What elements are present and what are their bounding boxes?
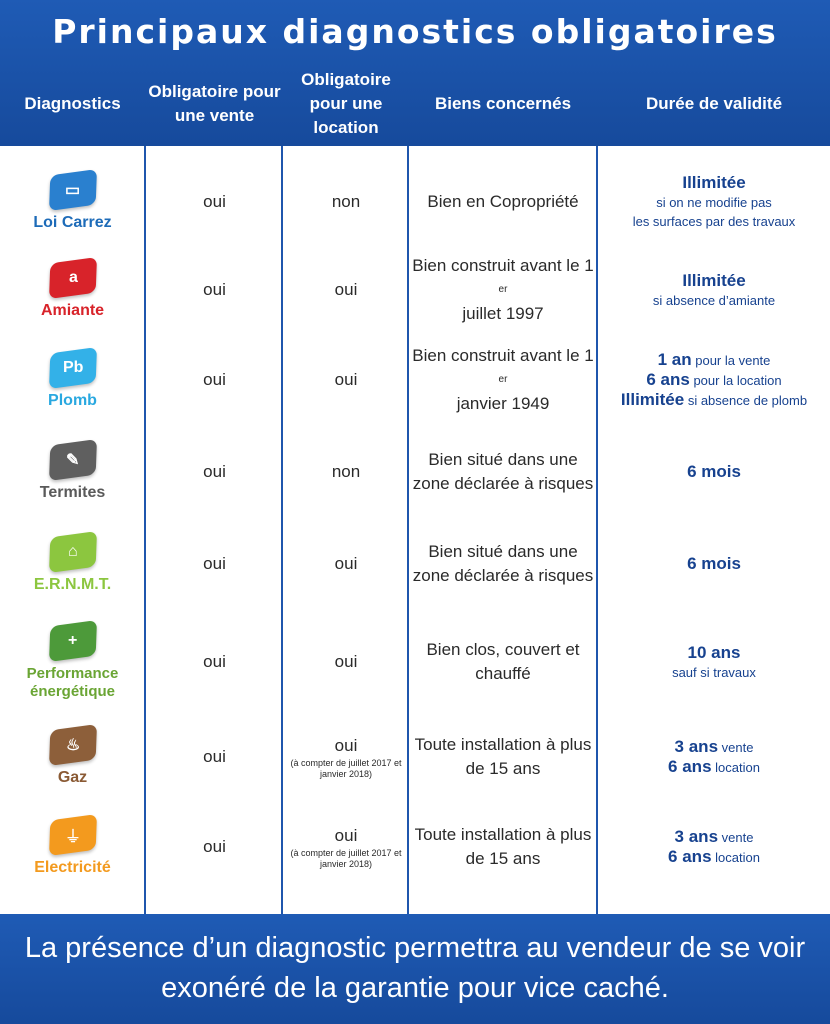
biens-value: Toute installation à plus de 15 ans [414, 825, 592, 868]
header-diagnostics: Diagnostics [24, 94, 121, 113]
vente-value: oui [203, 192, 226, 211]
duree-line [688, 643, 741, 663]
duree-text: pour la vente [691, 353, 771, 368]
duree-line [682, 173, 745, 193]
termite-icon: ✎ [49, 439, 97, 481]
location-cell [284, 714, 408, 800]
duree-line [682, 271, 745, 291]
vente-value: oui [203, 280, 226, 299]
duree-line [687, 554, 741, 574]
location-value: oui [334, 652, 358, 671]
location-value: non [331, 462, 361, 481]
duree-bold: Illimitée [682, 173, 746, 192]
vente-value: oui [203, 652, 226, 671]
location-cell [284, 800, 408, 894]
location-value: oui [334, 554, 358, 573]
duree-text: si absence de plomb [684, 393, 808, 408]
duree-cell [598, 714, 830, 800]
duree-cell [598, 800, 830, 894]
duree-cell [598, 426, 830, 518]
diagnostic-name: Performance énergétique [26, 665, 119, 700]
duree-line [668, 757, 760, 777]
location-cell [284, 158, 408, 246]
table-row [0, 610, 830, 714]
diagnostic-cell [0, 518, 145, 610]
location-value: oui [334, 370, 358, 389]
diagnostic-name: E.R.N.M.T. [33, 576, 112, 593]
diagnostic-cell [0, 246, 145, 334]
duree-bold: 3 ans [674, 827, 719, 846]
duree-bold: 6 ans [668, 847, 712, 866]
plug-icon: ⏚ [49, 814, 97, 856]
duree-cell [598, 246, 830, 334]
duree-bold: 6 mois [687, 462, 741, 481]
vente-value: oui [203, 554, 226, 573]
ruler-icon: ▭ [49, 169, 97, 211]
duree-line [668, 847, 760, 867]
duree-bold: 1 an [657, 350, 692, 369]
biens-value: Bien situé dans une zone déclarée à risques [412, 542, 594, 585]
location-value: oui [334, 826, 358, 845]
vente-value: oui [203, 462, 226, 481]
table-row [0, 800, 830, 894]
duree-bold: Illimitée [682, 270, 746, 290]
duree-cell [598, 518, 830, 610]
location-cell [284, 334, 408, 426]
diagnostic-name: Gaz [57, 769, 88, 786]
table-row [0, 714, 830, 800]
location-cell [284, 518, 408, 610]
lead-icon: Pb [49, 347, 97, 389]
diagnostic-cell [0, 800, 145, 894]
duree-line [658, 350, 771, 370]
duree-text: vente [718, 830, 754, 845]
location-value: non [331, 192, 361, 211]
duree-text: sauf si travaux [672, 664, 756, 680]
asbestos-icon: a [49, 257, 97, 299]
table-row [0, 334, 830, 426]
duree-cell [598, 334, 830, 426]
location-cell [284, 610, 408, 714]
duree-line [653, 291, 775, 310]
duree-text: location [711, 850, 760, 865]
duree-text: si on ne modifie pas [656, 195, 772, 210]
biens-value: Bien construit avant le 1 er janvier 1949 [412, 346, 594, 413]
diagnostic-cell [0, 714, 145, 800]
duree-line [621, 390, 807, 410]
duree-bold: 3 ans [674, 737, 719, 756]
table-row [0, 426, 830, 518]
duree-text: vente [718, 740, 754, 755]
duree-line [675, 827, 754, 847]
duree-cell [598, 158, 830, 246]
vente-value: oui [203, 370, 226, 389]
diagnostic-cell [0, 426, 145, 518]
location-note: (à compter de juillet 2017 et janvier 2018) [290, 758, 402, 779]
diagnostic-name: Termites [39, 484, 106, 501]
duree-bold: 10 ans [687, 642, 741, 662]
biens-value: Bien situé dans une zone déclarée à risques [412, 450, 594, 493]
biens-value: Bien construit avant le 1 er juillet 1997 [412, 256, 594, 323]
energy-rating-icon: + [49, 620, 97, 662]
location-value: oui [334, 280, 358, 299]
duree-text: pour la location [689, 373, 782, 388]
diagnostic-name: Electricité [34, 859, 111, 876]
table-row [0, 518, 830, 610]
header-biens: Biens concernés [434, 94, 572, 113]
duree-line [656, 193, 772, 212]
header-vente: Obligatoire pour une vente [148, 82, 281, 125]
header-duree: Durée de validité [645, 94, 783, 113]
risk-house-icon: ⌂ [49, 531, 97, 573]
diagnostic-name: Amiante [40, 302, 105, 319]
biens-value: Bien clos, couvert et chauffé [426, 640, 580, 683]
duree-bold: 6 ans [646, 370, 690, 389]
page-title: Principaux diagnostics obligatoires [52, 12, 778, 51]
biens-value: Toute installation à plus de 15 ans [414, 735, 592, 778]
table-row [0, 158, 830, 246]
duree-line [675, 737, 754, 757]
location-cell [284, 426, 408, 518]
duree-cell [598, 610, 830, 714]
location-cell [284, 246, 408, 334]
diagnostic-name: Plomb [48, 392, 97, 409]
duree-bold: 6 mois [687, 554, 741, 573]
location-note: (à compter de juillet 2017 et janvier 2018) [290, 848, 402, 869]
vente-value: oui [203, 837, 226, 856]
vente-value: oui [203, 747, 226, 766]
duree-line [646, 370, 781, 390]
footer-note: La présence d’un diagnostic permettra au vendeur de se voir exonéré de la garantie pour vice caché. [24, 932, 806, 1004]
diagnostic-name: Loi Carrez [33, 214, 112, 231]
duree-text: les surfaces par des travaux [632, 214, 796, 229]
duree-bold: Illimitée [620, 390, 685, 409]
duree-bold: 6 ans [668, 757, 712, 776]
header-location: Obligatoire pour une location [301, 70, 391, 137]
duree-line [672, 663, 756, 682]
diagnostic-cell [0, 158, 145, 246]
duree-text: location [711, 760, 760, 775]
table-row [0, 246, 830, 334]
gas-flame-icon: ♨ [49, 724, 97, 766]
location-value: oui [334, 736, 358, 755]
duree-line [633, 212, 796, 231]
duree-text: si absence d’amiante [652, 292, 776, 308]
diagnostic-cell [0, 334, 145, 426]
diagnostic-cell [0, 610, 145, 714]
biens-value: Bien en Copropriété [427, 192, 579, 211]
duree-line [687, 462, 741, 482]
